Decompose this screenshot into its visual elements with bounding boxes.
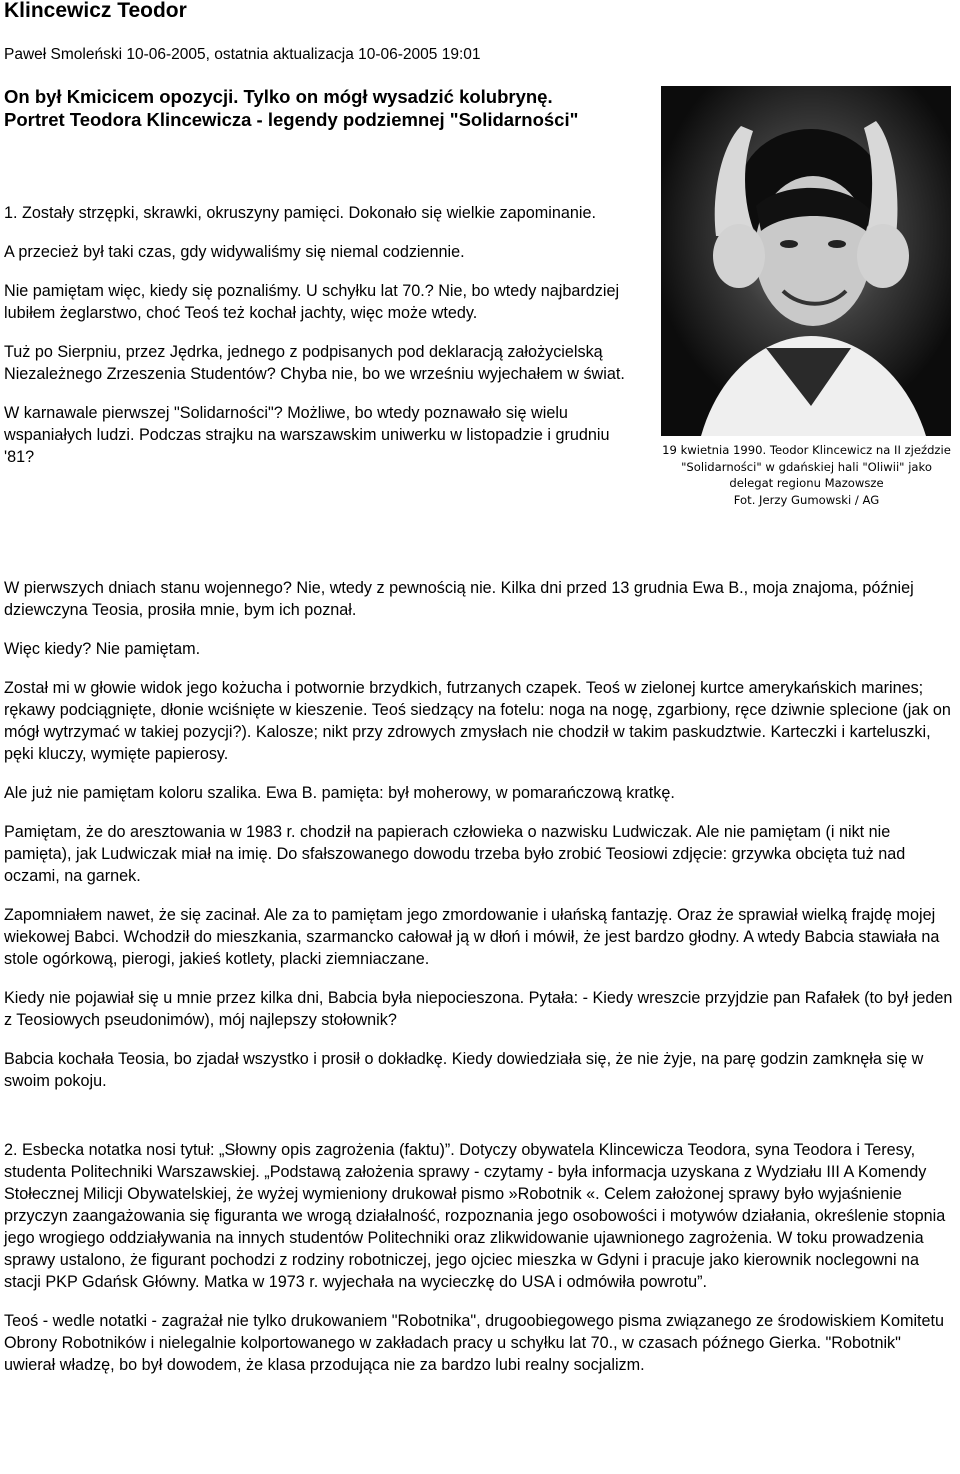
paragraph: W pierwszych dniach stanu wojennego? Nie, wtedy z pewnością nie. Kilka dni przed 13 grudnia Ewa B., moja znajoma, później dziewczyna Teosia, prosiła mnie, bym ich poznał. bbox=[4, 579, 914, 619]
paragraph: Babcia kochała Teosia, bo zjadał wszystko i prosił o dokładkę. Kiedy dowiedziała się, że nie żyje, na parę godzin zamknęła się w swoim pokoju. bbox=[4, 1050, 924, 1090]
caption-text: 19 kwietnia 1990. Teodor Klincewicz na II zjeździe "Solidarności" w gdańskiej hali "Oliwii" jako delegat regionu Mazowsze bbox=[662, 443, 951, 490]
article-column bbox=[4, 202, 639, 485]
paragraph: Więc kiedy? Nie pamiętam. bbox=[4, 640, 201, 658]
paragraph: 2. Esbecka notatka nosi tytuł: „Słowny opis zagrożenia (faktu)”. Dotyczy obywatela Klincewicza Teodora, syna Teodora i Teresy, studenta Politechniki Warszawskiej. „Podstawą założenia sprawy - czytamy - była informacja uzyskana z Wydziału III A Komendy Stołecznej Milicji Obywatelskiej, że wyżej wymieniony drukował pismo »Robotnik «. Celem założonej sprawy było wyjaśnienie przyczyn zaangażowania się figuranta we wrogą działalność, rozpoznania jego osobowości i motywów działania, określenie stopnia jego wrogiego oddziaływania na innych studentów Politechniki oraz zlikwidowanie ujawnionego zagrożenia. W toku prowadzenia sprawy ustalono, że figurant pochodzi z rodziny robotniczej, jego ojciec mieszka w Gdyni i pracuje jako kierownik noclegowni na stacji PKP Gdańsk Główny. Matka w 1973 r. wyjechała na wycieczkę do USA i odmówiła powrotu”. bbox=[4, 1141, 946, 1291]
article-byline: Paweł Smoleński 10-06-2005, ostatnia aktualizacja 10-06-2005 19:01 bbox=[4, 46, 481, 63]
paragraph: Tuż po Sierpniu, przez Jędrka, jednego z podpisanych pod deklaracją założycielską Niezależnego Zrzeszenia Studentów? Chyba nie, bo we wrześniu wyjechałem w świat. bbox=[4, 343, 625, 383]
section-spacer bbox=[4, 1109, 956, 1139]
article-body bbox=[4, 577, 956, 1393]
paragraph: W karnawale pierwszej "Solidarności"? Możliwe, bo wtedy poznawało się wielu wspaniałych ludzi. Podczas strajku na warszawskim uniwerku w listopadzie i grudniu '81? bbox=[4, 404, 610, 466]
paragraph: Został mi w głowie widok jego kożucha i potwornie brzydkich, futrzanych czapek. Teoś w zielonej kurtce amerykańskich marines; rękawy podciągnięte, dłonie wciśnięte w kieszenie. Teoś siedzący na fotelu: noga na nogę, zgarbiony, ręce dziwnie splecione (jak on mógł wytrzymać w takiej pozycji?). Kalosze; nikt przy zdrowych zmysłach nie chodził w takim paskudztwie. Karteczki i karteluszki, pęki kluczy, wymięte papierosy. bbox=[4, 679, 951, 763]
portrait-illustration bbox=[661, 86, 951, 436]
portrait-photo bbox=[661, 86, 951, 436]
paragraph: Zapomniałem nawet, że się zacinał. Ale za to pamiętam jego zmordowanie i ułańską fantazję. Oraz że sprawiał wielką frajdę mojej wiekowej Babci. Wchodził do mieszkania, szarmancko całował ją w dłoń i mówił, że jest bardzo głodny. A wtedy Babcia stawiała na stole ogórkową, pierogi, jakieś kotlety, placki ziemniaczane. bbox=[4, 906, 940, 968]
photo-caption bbox=[659, 442, 954, 508]
article-title: Klincewicz Teodor bbox=[4, 0, 187, 22]
photo-credit: Fot. Jerzy Gumowski / AG bbox=[733, 492, 880, 507]
paragraph: Teoś - wedle notatki - zagrażał nie tylko drukowaniem "Robotnika", drugoobiegowego pisma związanego ze środowiskiem Komitetu Obrony Robotników i nielegalnie kolportowanego w zakładach pracy u schyłku lat 70., w czasach późnego Gierka. "Robotnik" uwierał władzę, bo był dowodem, że klasa przodująca nie za bardzo lubi realny socjalizm. bbox=[4, 1312, 945, 1374]
paragraph: 1. Zostały strzępki, skrawki, okruszyny pamięci. Dokonało się wielkie zapominanie. bbox=[4, 204, 596, 222]
paragraph: A przecież był taki czas, gdy widywaliśmy się niemal codziennie. bbox=[4, 243, 465, 261]
article-lead: On był Kmicicem opozycji. Tylko on mógł wysadzić kolubrynę. Portret Teodora Klincewicza - legendy podziemnej "Solidarności" bbox=[4, 86, 579, 130]
paragraph: Ale już nie pamiętam koloru szalika. Ewa B. pamięta: był moherowy, w pomarańczową kratkę. bbox=[4, 784, 675, 802]
paragraph: Kiedy nie pojawiał się u mnie przez kilka dni, Babcia była niepocieszona. Pytała: - Kiedy wreszcie przyjdzie pan Rafałek (to był jeden z Teosiowych pseudonimów), mój najlepszy stołownik? bbox=[4, 989, 953, 1029]
paragraph: Nie pamiętam więc, kiedy się poznaliśmy. U schyłku lat 70.? Nie, bo wtedy najbardziej lubiłem żeglarstwo, choć Teoś też kochał jachty, więc może wtedy. bbox=[4, 282, 620, 322]
photo-figure bbox=[659, 86, 954, 508]
paragraph: Pamiętam, że do aresztowania w 1983 r. chodził na papierach człowieka o nazwisku Ludwiczak. Ale nie pamiętam (i nikt nie pamięta), jak Ludwiczak miał na imię. Do sfałszowanego dowodu trzeba było zrobić Teosiowi zdjęcie: grzywka obcięta tuż nad oczami, na garnek. bbox=[4, 823, 906, 885]
